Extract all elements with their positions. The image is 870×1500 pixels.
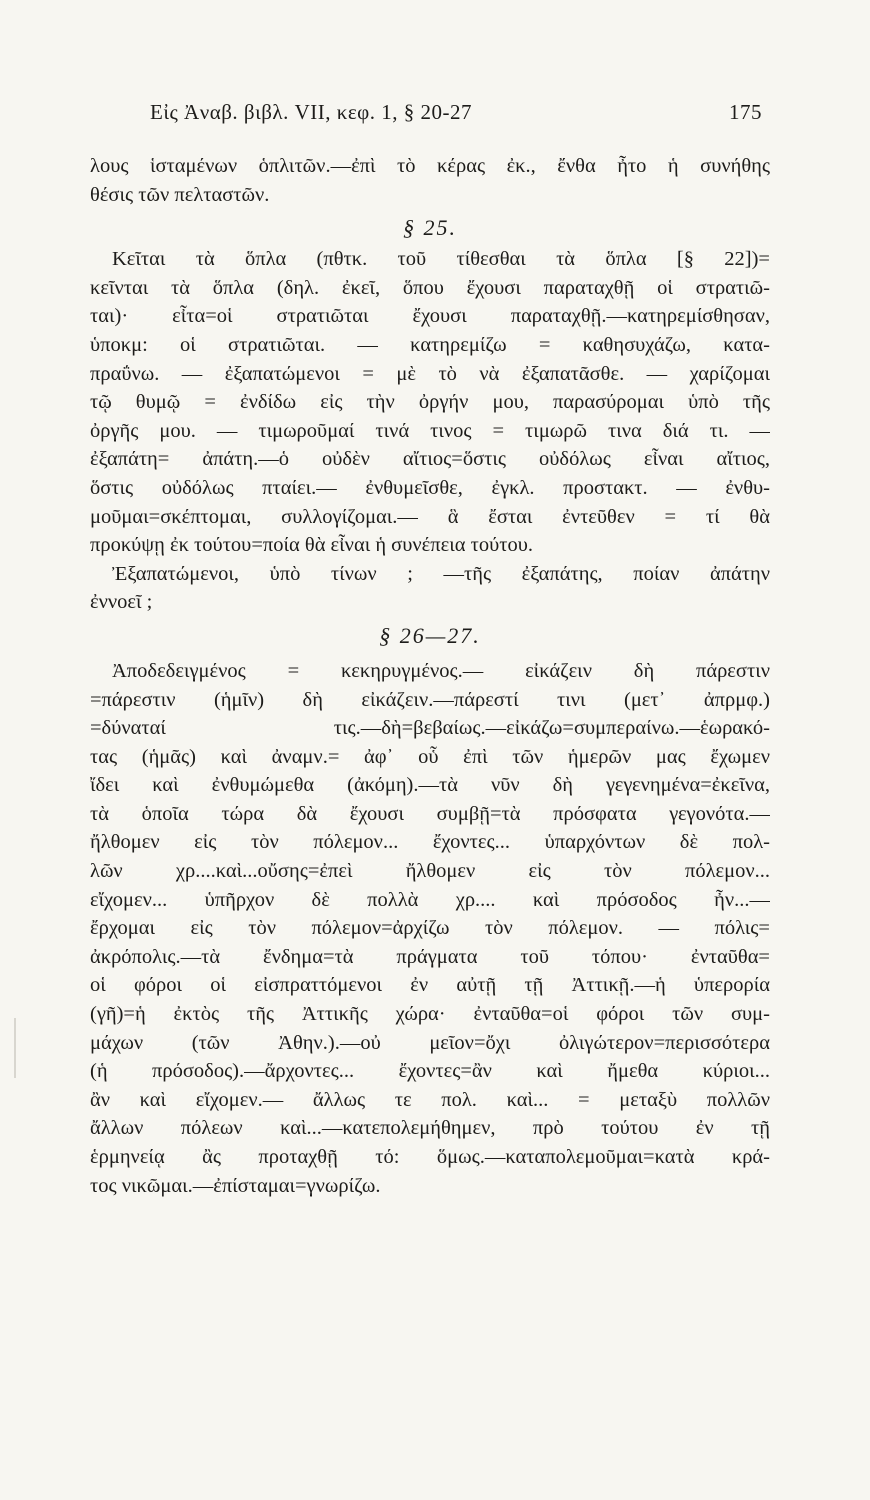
section-26-27-paragraph: [90, 657, 770, 1200]
text-line: μοῦμαι=σκέπτομαι, συλλογίζομαι.— ἃ ἔσται ἐντεῦθεν = τί θὰ: [90, 505, 770, 528]
text-line: =δύναταί τις.—δὴ=βεβαίως.—εἰκάζω=συμπεραίνω.—ἑωρακό-: [90, 717, 770, 740]
text-line: προκύψῃ ἐκ τούτου=ποία θὰ εἶναι ἡ συνέπεια τούτου.: [90, 534, 533, 557]
text-line: =πάρεστιν (ἡμῖν) δὴ εἰκάζειν.—πάρεστί τινι (μετ᾽ ἀπρμφ.): [90, 688, 770, 711]
text-line: θέσις τῶν πελταστῶν.: [90, 183, 270, 206]
text-line: ἑρμηνείᾳ ἂς προταχθῇ τό: ὅμως.—καταπολεμοῦμαι=κατὰ κρά-: [90, 1146, 770, 1168]
section-25-paragraph: [90, 245, 770, 617]
text-line: οἱ φόροι οἱ εἰσπραττόμενοι ἐν αὐτῇ τῇ Ἀττικῇ.—ἡ ὑπερορία: [90, 974, 770, 997]
commentary-text: [90, 152, 770, 1200]
text-line: ἐννοεῖ ;: [90, 591, 153, 614]
text-line: τὰ ὁποῖα τώρα δὰ ἔχουσι συμβῇ=τὰ πρόσφατα γεγονότα.—: [90, 802, 770, 825]
page-number: 175: [729, 100, 762, 124]
text-line: τος νικῶμαι.—ἐπίσταμαι=γνωρίζω.: [90, 1174, 381, 1197]
text-line: εἴχομεν... ὑπῆρχον δὲ πολλὰ χρ.... καὶ πρόσοδος ἦν...—: [90, 888, 770, 911]
text-line: λῶν χρ....καὶ...οὔσης=ἐπεὶ ἤλθομεν εἰς τὸν πόλεμον...: [90, 860, 770, 883]
text-line: μάχων (τῶν Ἀθην.).—οὐ μεῖον=ὄχι ὀλιγώτερον=περισσότερα: [90, 1031, 770, 1054]
text-line: λους ἱσταμένων ὁπλιτῶν.—ἐπὶ τὸ κέρας ἐκ., ἔνθα ἦτο ἡ συνήθης: [90, 155, 770, 177]
text-line: πραΰνω. — ἐξαπατώμενοι = μὲ τὸ νὰ ἐξαπατᾶσθε. — χαρίζομαι: [90, 362, 770, 385]
text-line: Ἀποδεδειγμένος = κεκηρυγμένος.— εἰκάζειν δὴ πάρεστιν: [112, 659, 770, 682]
text-line: Κεῖται τὰ ὅπλα (πθτκ. τοῦ τίθεσθαι τὰ ὅπλα [§ 22])=: [112, 248, 770, 271]
running-head-title: Εἰς Ἀναβ. βιβλ. VII, κεφ. 1, § 20-27: [150, 100, 473, 124]
text-line: ἂν καὶ εἴχομεν.— ἄλλως τε πολ. καὶ... = μεταξὺ πολλῶν: [90, 1088, 770, 1111]
text-line: ἀκρόπολις.—τὰ ἔνδημα=τὰ πράγματα τοῦ τόπου· ἐνταῦθα=: [90, 945, 770, 968]
text-line: (γῆ)=ἡ ἐκτὸς τῆς Ἀττικῆς χώρα· ἐνταῦθα=οἱ φόροι τῶν συμ-: [90, 1003, 770, 1026]
text-line: τας (ἡμᾶς) καὶ ἀναμν.= ἀφ᾽ οὗ ἐπὶ τῶν ἡμερῶν μας ἔχωμεν: [90, 745, 770, 768]
text-line: ὅστις οὐδόλως πταίει.— ἐνθυμεῖσθε, ἐγκλ. προστακτ. — ἐνθυ-: [90, 476, 770, 499]
text-line: κεῖνται τὰ ὅπλα (δηλ. ἐκεῖ, ὅπου ἔχουσι παραταχθῇ οἱ στρατιῶ-: [90, 276, 770, 299]
margin-mark: [14, 1018, 16, 1078]
text-line: ἄλλων πόλεων καὶ...—κατεπολεμήθημεν, πρὸ τούτου ἐν τῇ: [90, 1117, 770, 1140]
text-line: τῷ θυμῷ = ἐνδίδω εἰς τὴν ὀργήν μου, παρασύρομαι ὑπὸ τῆς: [90, 391, 770, 414]
section-heading-25: § 25.: [403, 215, 457, 241]
section-heading-26-27: § 26—27.: [379, 622, 481, 648]
text-line: ἴδει καὶ ἐνθυμώμεθα (ἀκόμη).—τὰ νῦν δὴ γεγενημένα=ἐκεῖνα,: [90, 774, 770, 797]
text-line: ἔρχομαι εἰς τὸν πόλεμον=ἀρχίζω τὸν πόλεμον. — πόλις=: [90, 917, 770, 940]
text-line: ὀργῆς μου. — τιμωροῦμαί τινά τινος = τιμωρῶ τινα διά τι. —: [90, 419, 770, 442]
text-line: ἐξαπάτη= ἀπάτη.—ὁ οὐδὲν αἴτιος=ὅστις οὐδόλως εἶναι αἴτιος,: [90, 448, 770, 471]
text-line: (ἡ πρόσοδος).—ἄρχοντες... ἔχοντες=ἂν καὶ ἤμεθα κύριοι...: [90, 1060, 770, 1083]
text-line: ται)· εἶτα=οἱ στρατιῶται ἔχουσι παραταχθῇ.—κατηρεμίσθησαν,: [90, 305, 770, 328]
intro-paragraph: [90, 152, 770, 209]
text-line: ὑποκμ: οἱ στρατιῶται. — κατηρεμίζω = καθησυχάζω, κατα-: [90, 333, 770, 356]
running-head: [150, 100, 762, 134]
text-line: Ἐξαπατώμενοι, ὑπὸ τίνων ; —τῆς ἐξαπάτης, ποίαν ἀπάτην: [112, 562, 770, 585]
text-line: ἤλθομεν εἰς τὸν πόλεμον... ἔχοντες... ὑπαρχόντων δὲ πολ-: [90, 831, 770, 854]
